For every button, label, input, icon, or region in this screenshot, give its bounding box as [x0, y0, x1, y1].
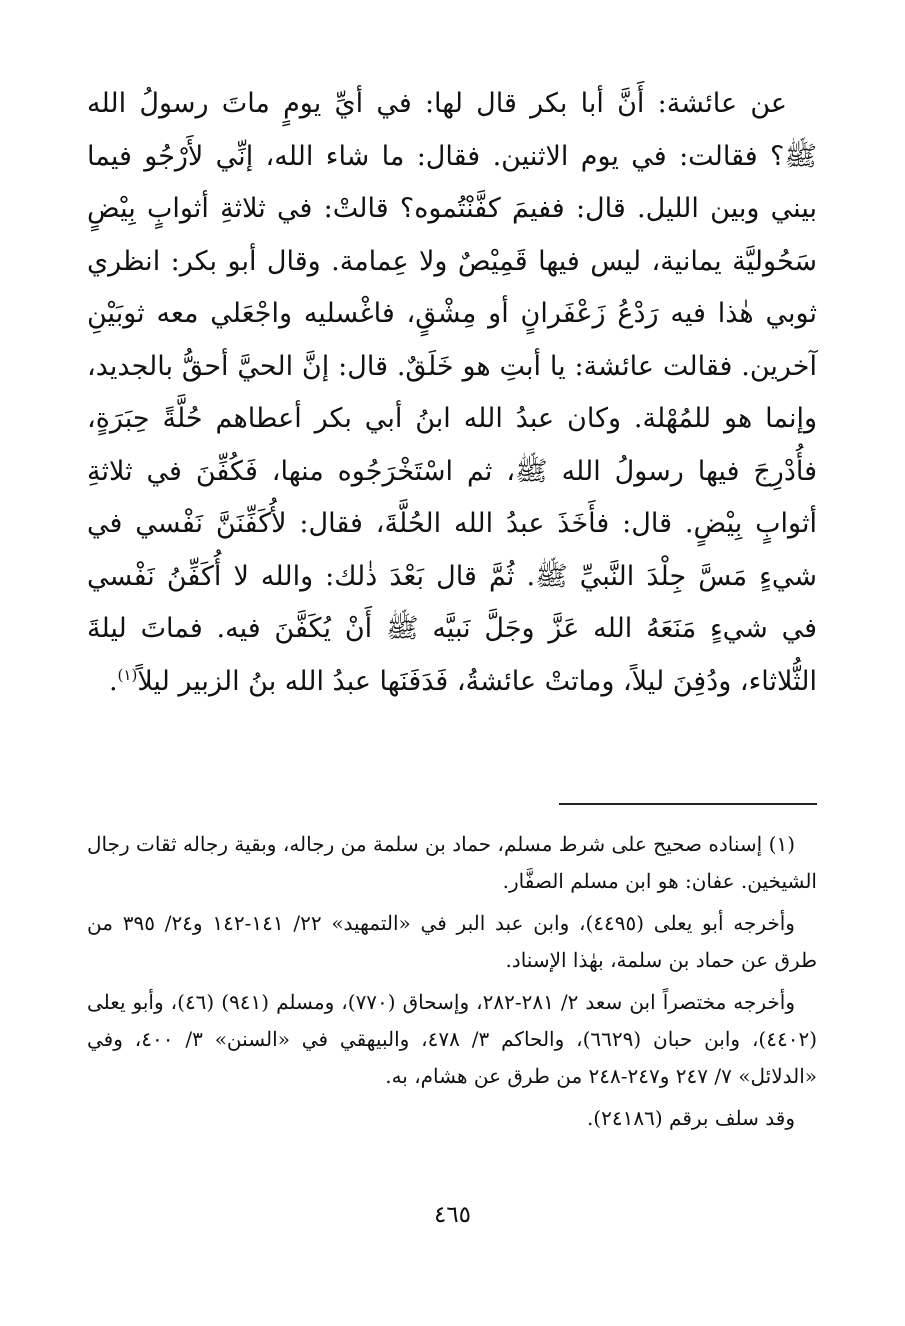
- main-text-block: [87, 78, 817, 708]
- hadith-paragraph: عن عائشة: أَنَّ أبا بكر قال لها: في أيِّ يومٍ ماتَ رسولُ الله ﷺ؟ فقالت: في يوم الاثنين. فقال: ما شاء الله، إنِّي لأَرْجُو فيما بيني وبين الليل. قال: ففيمَ كفَّنْتُموه؟ قالتْ: في ثلاثةِ أثوابٍ بِيْضٍ سَحُوليَّة يمانية، ليس فيها قَمِيْصٌ ولا عِمامة. وقال أبو بكر: انظري ثوبي هٰذا فيه رَدْعُ زَعْفَرانٍ أو مِشْقٍ، فاغْسليه واجْعَلي معه ثوبَيْنِ آخرين. فقالت عائشة: يا أبتِ هو خَلَقٌ. قال: إنَّ الحيَّ أحقُّ بالجديد، وإنما هو للمُهْلة. وكان عبدُ الله ابنُ أبي بكر أعطاهم حُلَّةً حِبَرَةٍ، فأُدْرِجَ فيها رسولُ الله ﷺ، ثم اسْتَخْرَجُوه منها، فَكُفِّنَ في ثلاثةِ أثوابٍ بِيْضٍ. قال: فأَخَذَ عبدُ الله الحُلَّةَ، فقال: لأُكَفِّنَنَّ نَفْسي في شيءٍ مَسَّ جِلْدَ النَّبيِّ ﷺ. ثُمَّ قال بَعْدَ ذٰلك: والله لا أُكَفِّنُ نَفْسي في شيءٍ مَنَعَهُ الله عَزَّ وجَلَّ نَبيَّه ﷺ أَنْ يُكَفَّنَ فيه. فماتَ ليلةَ الثُّلاثاء، ودُفِنَ ليلاً، وماتتْ عائشةُ، فَدَفَنَها عبدُ الله بنُ الزبير ليلاً$^{(١)}$.: [87, 88, 817, 697]
- footnote-paragraph: وأخرجه مختصراً ابن سعد ٢/ ٢٨١-٢٨٢، وإسحاق (٧٧٠)، ومسلم (٩٤١) (٤٦)، وأبو يعلى (٤٤٠٢)، وابن حبان (٦٦٢٩)، والحاكم ٣/ ٤٧٨، والبيهقي في «السنن» ٣/ ٤٠٠، وفي «الدلائل» ٧/ ٢٤٧ و٢٤٧-٢٤٨ من طرق عن هشام، به.: [87, 990, 818, 1088]
- footnote-divider: [559, 803, 817, 805]
- page-number: ٤٦٥: [433, 1202, 472, 1228]
- hadith-text: عن عائشة: أَنَّ أبا بكر قال لها: في أيِّ يومٍ ماتَ رسولُ الله ﷺ؟ فقالت: في يوم الاثنين. فقال: ما شاء الله، إنِّي لأَرْجُو فيما بيني وبين الليل. قال: ففيمَ كفَّنْتُموه؟ قالتْ: في ثلاثةِ أثوابٍ بِيْضٍ سَحُوليَّة يمانية، ليس فيها قَمِيْصٌ ولا عِمامة. وقال أبو بكر: انظري ثوبي هٰذا فيه رَدْعُ زَعْفَرانٍ أو مِشْقٍ، فاغْسليه واجْعَلي معه ثوبَيْنِ آخرين. فقالت عائشة: يا أبتِ هو خَلَقٌ. قال: إنَّ الحيَّ أحقُّ بالجديد، وإنما هو للمُهْلة. وكان عبدُ الله ابنُ أبي بكر أعطاهم حُلَّةً حِبَرَةٍ، فأُدْرِجَ فيها رسولُ الله ﷺ، ثم اسْتَخْرَجُوه منها، فَكُفِّنَ في ثلاثةِ أثوابٍ بِيْضٍ. قال: فأَخَذَ عبدُ الله الحُلَّةَ، فقال: لأُكَفِّنَنَّ نَفْسي في شيءٍ مَسَّ جِلْدَ النَّبيِّ ﷺ. ثُمَّ قال بَعْدَ ذٰلك: والله لا أُكَفِّنُ نَفْسي في شيءٍ مَنَعَهُ الله عَزَّ وجَلَّ نَبيَّه ﷺ أَنْ يُكَفَّنَ فيه. فماتَ ليلةَ الثُّلاثاء، ودُفِنَ ليلاً، وماتتْ عائشةُ، فَدَفَنَها عبدُ الله بنُ الزبير ليلاً: [87, 88, 817, 697]
- footnote-paragraph: وأخرجه أبو يعلى (٤٤٩٥)، وابن عبد البر في «التمهيد» ٢٢/ ١٤١-١٤٢ و٢٤/ ٣٩٥ من طرق عن حماد بن سلمة، بهٰذا الإسناد.: [87, 911, 817, 972]
- footnote-reference: (١): [117, 665, 138, 684]
- footnote-paragraph: وقد سلف برقم (٢٤١٨٦).: [586, 1106, 795, 1130]
- footnote-paragraph: (١) إسناده صحيح على شرط مسلم، حماد بن سلمة من رجاله، وبقية رجاله ثقات رجال الشيخين. عفان: هو ابن مسلم الصفَّار.: [87, 832, 817, 893]
- footnotes-block: [87, 826, 817, 1142]
